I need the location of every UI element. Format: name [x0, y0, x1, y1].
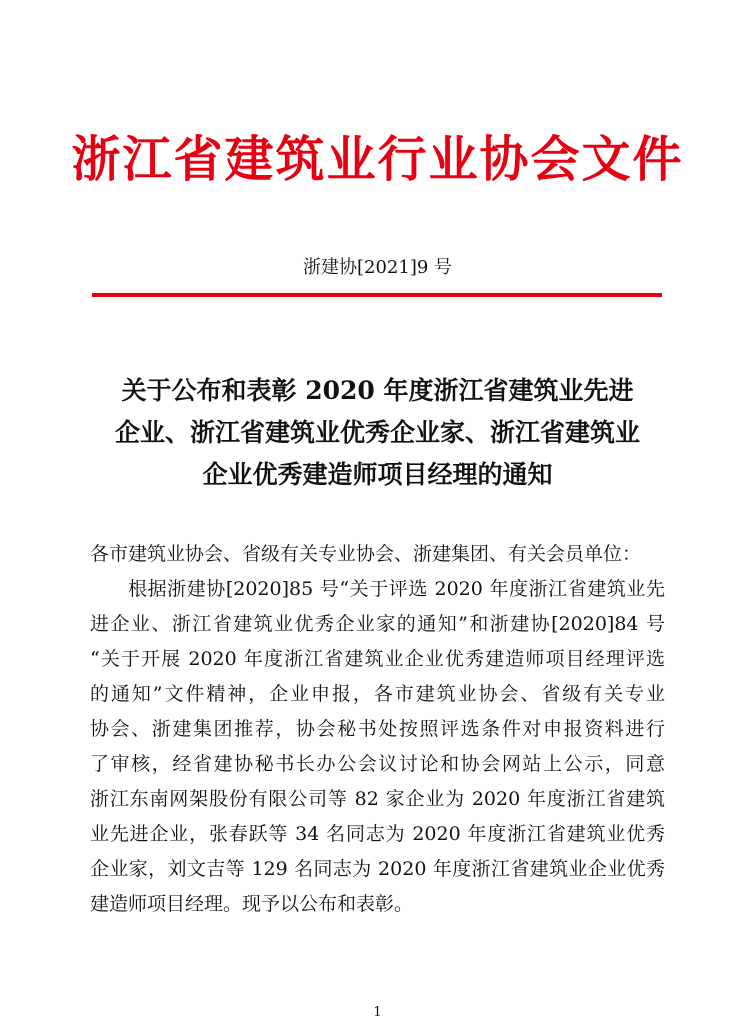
- red-divider-line: [92, 293, 662, 297]
- paragraph-line: 企业家，刘文吉等 129 名同志为 2020 年度浙江省建筑业企业优秀: [90, 858, 665, 880]
- notice-title-line-2: 企业、浙江省建筑业优秀企业家、浙江省建筑业: [114, 418, 640, 447]
- paragraph-line: 根据浙建协[2020]85 号“关于评选 2020 年度浙江省建筑业先: [128, 578, 665, 600]
- paragraph-line: “关于开展 2020 年度浙江省建筑业企业优秀建造师项目经理评选: [90, 648, 665, 670]
- paragraph-line: 了审核，经省建协秘书长办公会议讨论和协会网站上公示，同意: [90, 753, 665, 775]
- page-number: 1: [373, 1005, 382, 1020]
- document-number: 浙建协[2021]9 号: [302, 257, 453, 278]
- notice-title-line-3: 企业优秀建造师项目经理的通知: [202, 460, 553, 489]
- notice-title: [60, 370, 695, 496]
- paragraph-line: 协会、浙建集团推荐，协会秘书处按照评选条件对申报资料进行: [90, 718, 665, 740]
- paragraph-line: 业先进企业，张春跃等 34 名同志为 2020 年度浙江省建筑业优秀: [90, 823, 665, 845]
- paragraph-line: 进企业、浙江省建筑业优秀企业家的通知”和浙建协[2020]84 号: [90, 613, 665, 635]
- body-paragraph: [90, 572, 665, 922]
- paragraph-line: 建造师项目经理。现予以公布和表彰。: [90, 893, 414, 915]
- notice-body: [90, 537, 665, 922]
- paragraph-line: 浙江东南网架股份有限公司等 82 家企业为 2020 年度浙江省建筑: [90, 788, 665, 810]
- salutation: 各市建筑业协会、省级有关专业协会、浙建集团、有关会员单位：: [90, 543, 642, 565]
- masthead-title: 浙江省建筑业行业协会文件: [71, 130, 684, 188]
- paragraph-line: 的通知”文件精神，企业申报，各市建筑业协会、省级有关专业: [90, 683, 665, 705]
- notice-title-line-1: 关于公布和表彰 2020 年度浙江省建筑业先进: [121, 376, 634, 405]
